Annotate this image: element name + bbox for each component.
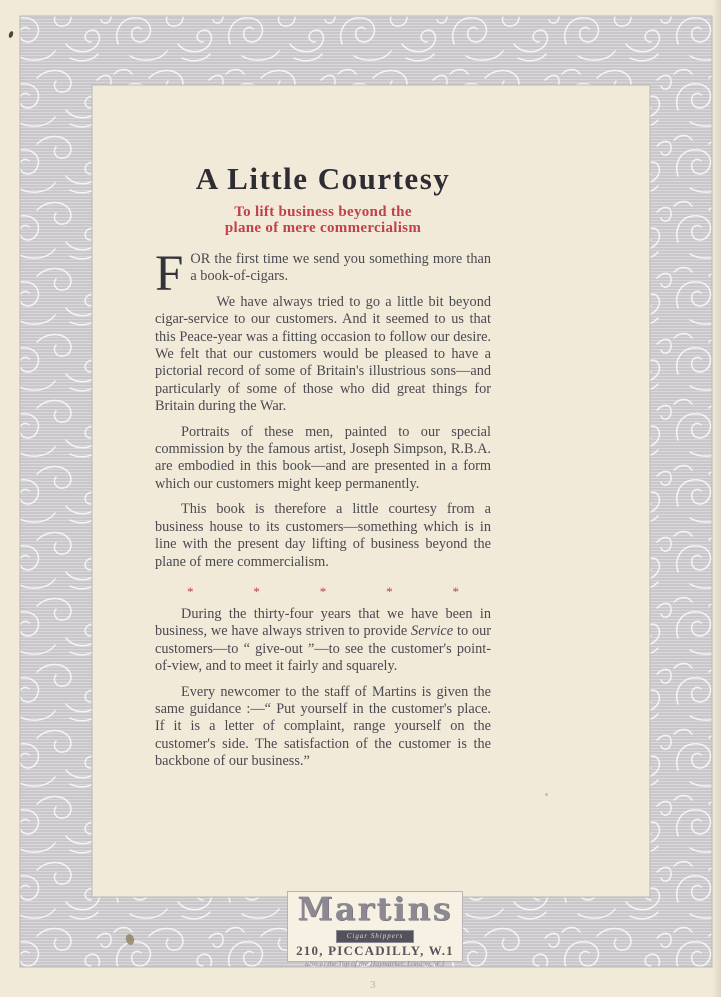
asterisk: * [452,583,459,599]
paragraph-1 [155,246,491,302]
martins-wordmark: Martins [297,890,453,928]
paragraph-6: Every newcomer to the staff of Martins is given the same guidance :—“ Put yourself in the customer's place. If it is a letter of complaint, range yourself on the customer's side. The satisfaction of the customer is the backbone of our business.” [155,683,491,770]
page-title: A Little Courtesy [195,161,451,196]
service-word-italic: Service [411,623,454,640]
asterisk: * [187,583,194,599]
subtitle [155,204,491,236]
subtitle-line-2: plane of mere commercialism [224,220,422,236]
martins-logo [287,890,463,968]
subtitle-line-1: To lift business beyond the [234,204,412,220]
asterisk-separator [187,585,459,598]
paragraph-2: We have always tried to go a little bit beyond cigar-service to our customers. And it seemed to us that this Peace-year was a fitting occasion to follow our desire. We felt that our customers would be pleased to have a pictorial record of some of Britain's illustrious sons—and particularly of some of those who did great things for Britain during the War. [155,293,491,415]
paragraph-4: This book is therefore a little courtesy from a business house to its customers—something which is in line with the present day lifting of business beyond the plane of mere commercialism. [155,501,491,570]
paragraph-5-after: to our customers—to “ give-out ”—to see the customer's point-of-view, and to meet it fairly and squarely. [155,623,492,675]
text-column [155,163,491,771]
page-number: 3 [370,979,376,991]
paper-stain [545,793,548,796]
logo-address-secondary: also at the Top of the Haymarket, London, W.1 [305,959,445,968]
asterisk: * [319,583,327,599]
logo-address: 210, PICCADILLY, W.1 [296,943,454,958]
page-content [92,85,650,897]
paragraph-5 [155,606,491,676]
asterisk: * [253,583,260,599]
asterisk: * [386,583,393,599]
drop-cap: F [155,246,184,302]
page-edge-shadow [712,0,721,997]
paragraph-1-text: OR the first time we send you something more than a book-of-cigars. [190,251,491,285]
logo-banner-ribbon: Cigar Shippers [336,930,415,943]
paragraph-3: Portraits of these men, painted to our special commission by the famous artist, Joseph Simpson, R.B.A. are embodied in this book—and are presented in a form which our customers might keep permanently. [155,423,491,492]
paragraph-5-before: During the thirty-four years that we have been in business, we have always striven to provide [155,605,491,640]
